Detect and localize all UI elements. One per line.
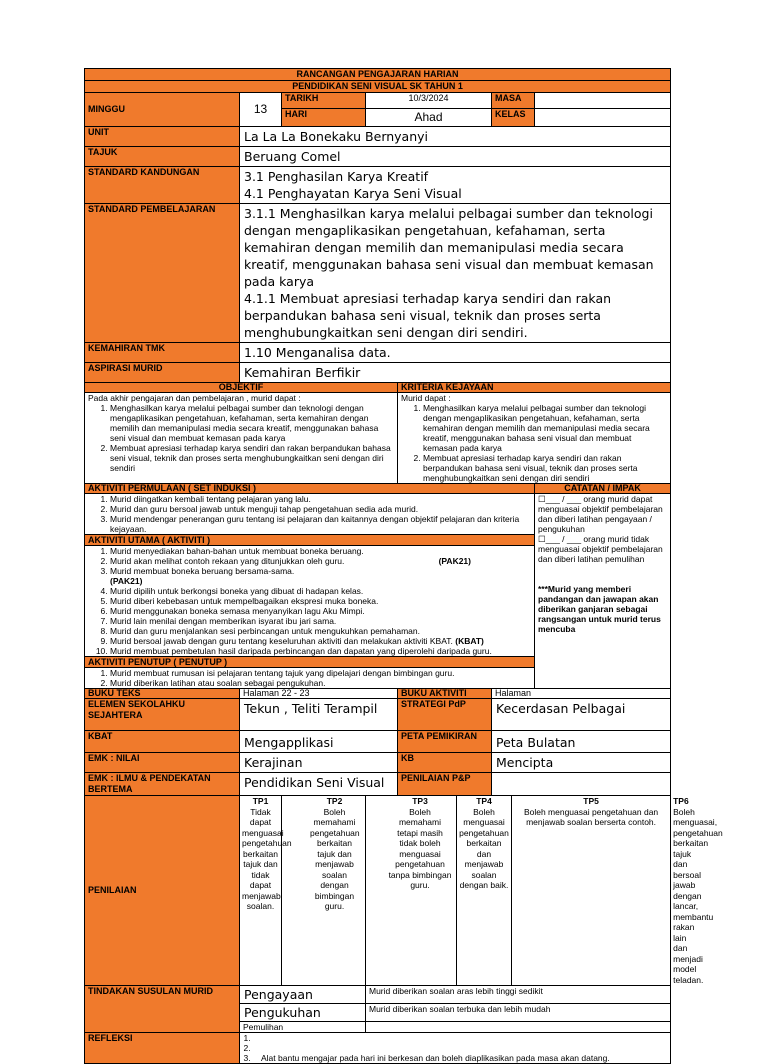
penutup-item: 1. Murid membuat rumusan isi pelajaran tentang tajuk yang dipelajari dengan bimbingan guru.: [110, 668, 531, 678]
aspirasi-label: ASPIRASI MURID: [85, 363, 240, 383]
aktiviti-penutup-label: AKTIVITI PENUTUP ( PENUTUP ): [85, 656, 534, 668]
tarikh-value: 10/3/2024: [366, 93, 492, 109]
aktiviti-body: [85, 494, 535, 689]
permulaan-item: 3. Murid mendengar penerangan guru tentang isi pelajaran dan kaitannya dengan objektif pelajaran dan kriteria kejayaan.: [110, 514, 531, 534]
kriteria-intro: Murid dapat :: [401, 393, 451, 403]
tp-desc: Boleh menguasai pengetahuan berkaitan dan menjawab soalan dengan baik.: [459, 806, 509, 890]
penilaian-pp-value: [492, 773, 671, 796]
objektif-content: [85, 393, 398, 484]
document-subtitle: PENDIDIKAN SENI VISUAL SK TAHUN 1: [85, 81, 671, 93]
tp-cell: [457, 796, 512, 986]
masa-value: [535, 93, 671, 109]
kemahiran-tmk-value: 1.10 Menganalisa data.: [240, 343, 671, 363]
emk-ilmu-label: EMK : ILMU & PENDEKATAN BERTEMA: [85, 773, 240, 796]
aktiviti-utama-content: [85, 546, 534, 656]
catatan-p1: ☐___ / ___ orang murid dapat menguasai objektif pembelajaran dan diberi latihan pengayaan / pengukuhan: [538, 494, 663, 534]
kb-value: Mencipta: [492, 753, 671, 773]
kbat-tag: (KBAT): [455, 636, 484, 646]
minggu-label: MINGGU: [85, 93, 240, 127]
kriteria-content: [398, 393, 671, 484]
permulaan-item: 1. Murid diingatkan kembali tentang pelajaran yang lalu.: [110, 494, 531, 504]
unit-value: La La La Bonekaku Bernyanyi: [240, 127, 671, 147]
tp-heading: TP3: [412, 796, 428, 806]
pak21-tag: (PAK21): [110, 576, 143, 586]
pak21-tag: (PAK21): [438, 556, 471, 566]
refleksi-label: REFLEKSI: [85, 1033, 240, 1064]
tp-heading: TP4: [476, 796, 492, 806]
tindakan-desc: Murid diberikan soalan terbuka dan lebih mudah: [366, 1004, 671, 1022]
unit-label: UNIT: [85, 127, 240, 147]
tp-desc: Tidak dapat menguasai pengetahuan berkaitan tajuk dan tidak dapat menjawab soalan.: [242, 806, 292, 911]
aktiviti-utama-label: AKTIVITI UTAMA ( AKTIVITI ): [85, 534, 534, 546]
document-title: RANCANGAN PENGAJARAN HARIAN: [85, 69, 671, 81]
tp-desc: Boleh memahami tetapi masih tidak boleh menguasai pengetahuan tanpa bimbingan guru.: [388, 806, 452, 890]
objektif-item: 1. Menghasilkan karya melalui pelbagai sumber dan teknologi dengan mengaplikasikan pengetahuan, kefahaman, serta kemahiran dengan memilih dan memanipulasi media secara kreatif, menggunakan bahasa seni visual dan membuat kemasan pada karya: [110, 403, 394, 443]
tajuk-value: Beruang Comel: [240, 147, 671, 167]
rph-table: RANCANGAN PENGAJARAN HARIAN PENDIDIKAN SENI VISUAL SK TAHUN 1 MINGGU 13 TARIKH 10/3/2024 MASA HARI Ahad KELAS UNIT La La La Bonekaku Bernyanyi TAJUK Beruang Comel STANDARD KANDUNGAN 3.1 Penghasilan Karya Kreatif 4.1 Penghayatan Karya Seni Visual STANDARD PEMBELAJARAN 3.1.1 Menghasilkan karya melalui pelbagai sumber dan teknologi dengan mengaplikasikan pengetahuan, kefahaman, serta kemahiran dengan memilih dan memanipulasi media secara kreatif, menggunakan bahasa seni visual dan membuat kemasan pada karya 4.1.1 Membuat apresiasi terhadap karya sendiri dan rakan berpandukan bahasa seni visual, teknik dan proses serta menghubungkaitkan seni dengan diri sendiri. KEMAHIRAN TMK 1.10 Menganalisa data. ASPIRASI MURID Kemahiran Berfikir OBJEKTIF KRITERIA KEJAYAAN Pada akhir pengajaran dan pembelajaran , murid dapat : 1. Menghasilkan karya melalui pelbagai sumber dan teknologi dengan mengaplikasikan pengetahuan, kefahaman, serta kemahiran dengan memilih dan memanipulasi media secara kreatif, menggunakan bahasa seni visual dan membuat kemasan pada karya 2. Membuat apresiasi terhadap karya sendiri dan rakan berpandukan bahasa seni visual, teknik dan proses serta menghubungkaitkan seni dengan diri sendiri Murid dapat : 1. Menghasilkan karya melalui pelbagai sumber dan teknologi dengan mengaplikasikan pengetahuan, kefahaman, serta kemahiran dengan memilih dan memanipulasi media secara kreatif, menggunakan bahasa seni visual dan membuat kemasan pada karya 2. Membuat apresiasi terhadap karya sendiri dan rakan berpandukan bahasa seni visual, teknik dan proses serta menghubungkaitkan seni dengan diri sendiri AKTIVITI PERMULAAN ( SET INDUKSI ) CATATAN / IMPAK 1. Murid diingatkan kembali tentang pelajaran yang lalu. 2. Murid dan guru bersoal jawab untuk menguji tahap pengetahuan sedia ada murid. 3. Murid mendengar penerangan guru tentang isi pelajaran dan kaitannya dengan objektif pelajaran dan kriteria kejayaan. AKTIVITI UTAMA ( AKTIVITI ) 1. Murid menyediakan bahan-bahan untuk membuat boneka beruang. 2. Murid akan melihat contoh rekaan yang ditunjukkan oleh guru. (PAK21) 3. Murid membuat boneka beruang bersama-sama. (PAK21) 4. Murid dipilih untuk berkongsi boneka yang dibuat di hadapan kelas. 5. Murid diberi kebebasan untuk mempelbagaikan ekspresi muka boneka. 6. Murid menggunakan boneka semasa menyanyikan lagu Aku Mimpi. 7. Murid lain menilai dengan memberikan isyarat ibu jari sama. 8. Murid dan guru menjalankan sesi perbincangan untuk mengukuhkan pemahaman. 9. Murid bersoal jawab dengan guru tentang keseluruhan aktiviti dan melakukan aktiviti KBAT. (KBAT) 10. Murid membuat pembetulan hasil daripada perbincangan dan dapatan yang diperolehi daripada guru. AKTIVITI PENUTUP ( PENUTUP ) 1. Murid membuat rumusan isi pelajaran tentang tajuk yang dipelajari dengan bimbingan guru. 2. Murid diberikan latihan atau soalan sebagai pengukuhan. ☐___ / ___ orang murid dapat menguasai objektif pembelajaran dan diberi latihan pengayaan / pengukuhan ☐___ / ___ orang murid tidak menguasai objektif pembelajaran dan diberi latihan pemulihan ***Murid yang memberi pandangan dan jawapan akan diberikan ganjaran sebagai rangsangan untuk murid terus mencuba BUKU TEKS Halaman 22 - 23 BUKU AKTIVITI Halaman ELEMEN SEKOLAHKU SEJAHTERA Tekun , Teliti Terampil STRATEGI PdP Kecerdasan Pelbagai KBAT Mengapplikasi PETA PEMIKIRAN Peta Bulatan EMK : NILAI Kerajinan KB Mencipta EMK : ILMU & PENDEKATAN BERTEMA Pendidikan Seni Visual PENILAIAN P&P PENILAIAN TP1 Tidak dapat menguasai pengetahuan berkaitan tajuk dan tidak dapat menjawab soalan. TP2 Boleh memahami pengetahuan berkaitan tajuk dan menjawab soalan dengan bimbingan guru. TP3 Boleh memahami tetapi masih tidak boleh menguasai pengetahuan tanpa bimbingan guru. TP4 Boleh menguasai pengetahuan berkaitan dan menjawab soalan dengan baik. TP5 Boleh menguasai pengetahuan dan menjawab soalan berserta contoh. TP6 Boleh menguasai, pengetahuan berkaitan tajuk dan bersoal jawab dengan lancar, membantu rakan lain dan menjadi model teladan. TINDAKAN SUSULAN MURID Pengayaan Murid diberikan soalan aras lebih tinggi sedikit Pengukuhan Murid diberikan soalan terbuka dan lebih mudah Pemulihan REFLEKSI 1. 2. 3. Alat bantu mengajar pada hari ini berkesan dan boleh diaplikasikan pada masa akan datang.: [84, 68, 671, 1064]
tindakan-name: Pemulihan: [240, 1022, 366, 1033]
buku-aktiviti-label: BUKU AKTIVITI: [398, 689, 492, 699]
tp-heading: TP5: [583, 796, 599, 806]
rph-document: [84, 68, 723, 1064]
penilaian-pp-label: PENILAIAN P&P: [398, 773, 492, 796]
strategi-label: STRATEGI PdP: [398, 699, 492, 731]
utama-item: 8. Murid dan guru menjalankan sesi perbincangan untuk mengukuhkan pemahaman.: [110, 626, 531, 636]
utama-item: 5. Murid diberi kebebasan untuk mempelbagaikan ekspresi muka boneka.: [110, 596, 531, 606]
kbat-value: Mengapplikasi: [240, 731, 398, 753]
tp-desc: Boleh memahami pengetahuan berkaitan tajuk dan menjawab soalan dengan bimbingan guru.: [310, 806, 360, 911]
penilaian-label: PENILAIAN: [85, 796, 240, 986]
tp-heading: TP2: [326, 796, 343, 806]
emk-nilai-value: Kerajinan: [240, 753, 398, 773]
aktiviti-permulaan-label: AKTIVITI PERMULAAN ( SET INDUKSI ): [85, 484, 535, 494]
hari-value: Ahad: [366, 109, 492, 127]
aktiviti-penutup-content: [85, 668, 534, 688]
sp-text-1: 3.1.1 Menghasilkan karya melalui pelbagai sumber dan teknologi dengan mengaplikasikan pengetahuan, kefahaman, serta kemahiran dengan memilih dan memanipulasi media secara kreatif, menggunakan bahasa seni visual dan membuat kemasan pada karya: [244, 206, 654, 289]
tp-heading: TP1: [252, 796, 269, 806]
tp-desc: Boleh menguasai pengetahuan dan menjawab soalan berserta contoh.: [523, 806, 659, 827]
objektif-intro: Pada akhir pengajaran dan pembelajaran , murid dapat :: [88, 393, 301, 403]
utama-item: 2. Murid akan melihat contoh rekaan yang ditunjukkan oleh guru. (PAK21): [110, 556, 531, 566]
sk-line-1: 3.1 Penghasilan Karya Kreatif: [244, 169, 429, 184]
strategi-value: Kecerdasan Pelbagai: [492, 699, 671, 731]
standard-pembelajaran-value: [240, 204, 671, 343]
catatan-content: [535, 494, 671, 689]
elemen-label: ELEMEN SEKOLAHKU SEJAHTERA: [85, 699, 240, 731]
tp-cell: [512, 796, 671, 986]
penutup-item: 2. Murid diberikan latihan atau soalan sebagai pengukuhan.: [110, 678, 531, 688]
tp-cell: [240, 796, 292, 986]
kriteria-item: 1. Menghasilkan karya melalui pelbagai sumber dan teknologi dengan mengaplikasikan pengetahuan, kefahaman, serta kemahiran dengan memilih dan memanipulasi media secara kreatif, menggunakan bahasa seni visual dan membuat kemasan pada karya: [423, 403, 667, 453]
tindakan-label: TINDAKAN SUSULAN MURID: [85, 986, 240, 1033]
catatan-p2: ☐___ / ___ orang murid tidak menguasai objektif pembelajaran dan diberi latihan pemulihan: [538, 534, 663, 564]
objektif-item: 2. Membuat apresiasi terhadap karya sendiri dan rakan berpandukan bahasa seni visual, teknik dan proses serta menghubungkaitkan seni dengan diri sendiri: [110, 443, 394, 473]
tindakan-name: Pengayaan: [240, 986, 366, 1004]
masa-label: MASA: [492, 93, 535, 109]
kemahiran-tmk-label: KEMAHIRAN TMK: [85, 343, 240, 363]
refleksi-item: 3. Alat bantu mengajar pada hari ini berkesan dan boleh diaplikasikan pada masa akan datang.: [253, 1053, 667, 1063]
utama-item: 6. Murid menggunakan boneka semasa menyanyikan lagu Aku Mimpi.: [110, 606, 531, 616]
tp-cell: [366, 796, 457, 986]
aspirasi-value: Kemahiran Berfikir: [240, 363, 671, 383]
buku-teks-label: BUKU TEKS: [85, 689, 240, 699]
standard-kandungan-value: [240, 167, 671, 204]
kbat-label: KBAT: [85, 731, 240, 753]
tp-desc: Boleh menguasai, pengetahuan berkaitan tajuk dan bersoal jawab dengan lancar, membantu rakan lain dan menjadi model teladan.: [673, 806, 723, 985]
hari-label: HARI: [282, 109, 366, 127]
tindakan-name: Pengukuhan: [240, 1004, 366, 1022]
minggu-value: 13: [240, 93, 282, 127]
elemen-value: Tekun , Teliti Terampil: [240, 699, 398, 731]
refleksi-item: [253, 1033, 667, 1043]
tajuk-label: TAJUK: [85, 147, 240, 167]
emk-nilai-label: EMK : NILAI: [85, 753, 240, 773]
tindakan-desc: Murid diberikan soalan aras lebih tinggi sedikit: [366, 986, 671, 1004]
permulaan-item: 2. Murid dan guru bersoal jawab untuk menguji tahap pengetahuan sedia ada murid.: [110, 504, 531, 514]
tarikh-label: TARIKH: [282, 93, 366, 109]
aktiviti-permulaan-content: [85, 494, 534, 534]
kriteria-item: 2. Membuat apresiasi terhadap karya sendiri dan rakan berpandukan bahasa seni visual, teknik dan proses serta menghubungkaitkan seni dengan diri sendiri: [423, 453, 667, 483]
utama-item: 3. Murid membuat boneka beruang bersama-sama. (PAK21): [110, 566, 531, 586]
peta-label: PETA PEMIKIRAN: [398, 731, 492, 753]
buku-teks-value: Halaman 22 - 23: [240, 689, 398, 699]
tindakan-desc: [366, 1022, 671, 1033]
peta-value: Peta Bulatan: [492, 731, 671, 753]
sp-text-2: 4.1.1 Membuat apresiasi terhadap karya sendiri dan rakan berpandukan bahasa seni visual, teknik dan proses serta menghubungkaitkan seni dengan diri sendiri.: [244, 291, 612, 340]
catatan-label: CATATAN / IMPAK: [535, 484, 671, 494]
standard-pembelajaran-label: STANDARD PEMBELAJARAN: [85, 204, 240, 343]
refleksi-item: [253, 1043, 667, 1053]
utama-item: 9. Murid bersoal jawab dengan guru tentang keseluruhan aktiviti dan melakukan aktiviti KBAT. (KBAT): [110, 636, 531, 646]
refleksi-content: [240, 1033, 671, 1064]
standard-kandungan-label: STANDARD KANDUNGAN: [85, 167, 240, 204]
objektif-label: OBJEKTIF: [85, 383, 398, 393]
utama-item: 10. Murid membuat pembetulan hasil daripada perbincangan dan dapatan yang diperolehi daripada guru.: [110, 646, 531, 656]
buku-aktiviti-value: Halaman: [492, 689, 671, 699]
emk-ilmu-value: Pendidikan Seni Visual: [240, 773, 398, 796]
kelas-value: [535, 109, 671, 127]
utama-item: 1. Murid menyediakan bahan-bahan untuk membuat boneka beruang.: [110, 546, 531, 556]
kelas-label: KELAS: [492, 109, 535, 127]
sk-line-2: 4.1 Penghayatan Karya Seni Visual: [244, 186, 462, 201]
tp-cell: [282, 796, 366, 986]
catatan-note: ***Murid yang memberi pandangan dan jawapan akan diberikan ganjaran sebagai rangsangan untuk murid terus mencuba: [538, 584, 661, 634]
kb-label: KB: [398, 753, 492, 773]
utama-item: 7. Murid lain menilai dengan memberikan isyarat ibu jari sama.: [110, 616, 531, 626]
utama-item: 4. Murid dipilih untuk berkongsi boneka yang dibuat di hadapan kelas.: [110, 586, 531, 596]
kriteria-label: KRITERIA KEJAYAAN: [398, 383, 671, 393]
